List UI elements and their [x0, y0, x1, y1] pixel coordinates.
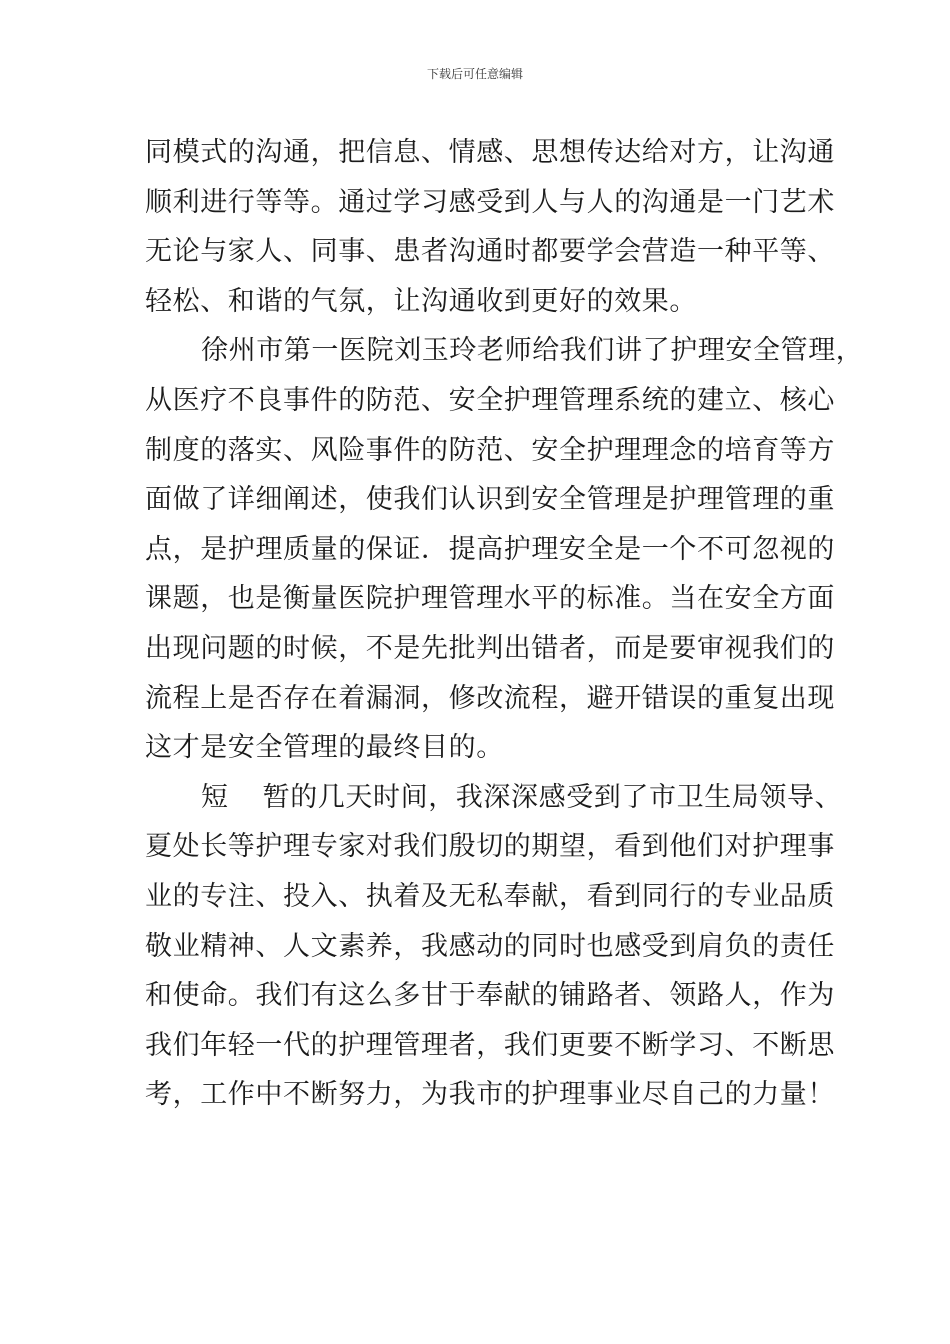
text-line: 出现问题的时候，不是先批判出错者，而是要审视我们的	[145, 632, 835, 664]
text-line: 无论与家人、同事、患者沟通时都要学会营造一种平等、	[145, 236, 835, 268]
text-line: 考，工作中不断努力，为我市的护理事业尽自己的力量！	[145, 1079, 835, 1111]
text-line: 面做了详细阐述，使我们认识到安全管理是护理管理的重	[145, 484, 835, 516]
text-line: 徐州市第一医院刘玉玲老师给我们讲了护理安全管理，	[201, 335, 864, 367]
text-line: 点，是护理质量的保证．提高护理安全是一个不可忽视的	[145, 533, 835, 565]
text-line: 顺利进行等等。通过学习感受到人与人的沟通是一门艺术	[145, 186, 835, 218]
page-header: 下载后可任意编辑	[426, 67, 523, 81]
paragraph-3	[145, 773, 843, 1120]
paragraph-2	[145, 326, 864, 772]
text-line-first	[145, 773, 843, 823]
text-line: 制度的落实、风险事件的防范、安全护理理念的培育等方	[145, 434, 835, 466]
text-line: 课题，也是衡量医院护理管理水平的标准。当在安全方面	[145, 583, 835, 615]
paragraph-1	[145, 128, 835, 326]
text-line: 和使命。我们有这么多甘于奉献的铺路者、领路人，作为	[145, 980, 835, 1012]
text-line: 同模式的沟通，把信息、情感、思想传达给对方，让沟通	[145, 137, 835, 168]
text-line: 夏处长等护理专家对我们殷切的期望，看到他们对护理事	[145, 831, 835, 863]
text-line: 这才是安全管理的最终目的。	[145, 732, 504, 764]
text-line: 轻松、和谐的气氛，让沟通收到更好的效果。	[145, 285, 697, 317]
text-line: 从医疗不良事件的防范、安全护理管理系统的建立、核心	[145, 384, 835, 416]
text-line: 业的专注、投入、执着及无私奉献，看到同行的专业品质	[145, 880, 835, 912]
first-word: 短	[201, 781, 229, 813]
first-line-rest: 暂的几天时间，我深深感受到了市卫生局领导、	[262, 781, 843, 813]
text-line: 流程上是否存在着漏洞，修改流程，避开错误的重复出现	[145, 682, 835, 714]
text-line: 敬业精神、人文素养，我感动的同时也感受到肩负的责任	[145, 930, 835, 962]
document-body	[145, 128, 864, 1120]
text-line: 我们年轻一代的护理管理者，我们更要不断学习、不断思	[145, 1029, 835, 1061]
